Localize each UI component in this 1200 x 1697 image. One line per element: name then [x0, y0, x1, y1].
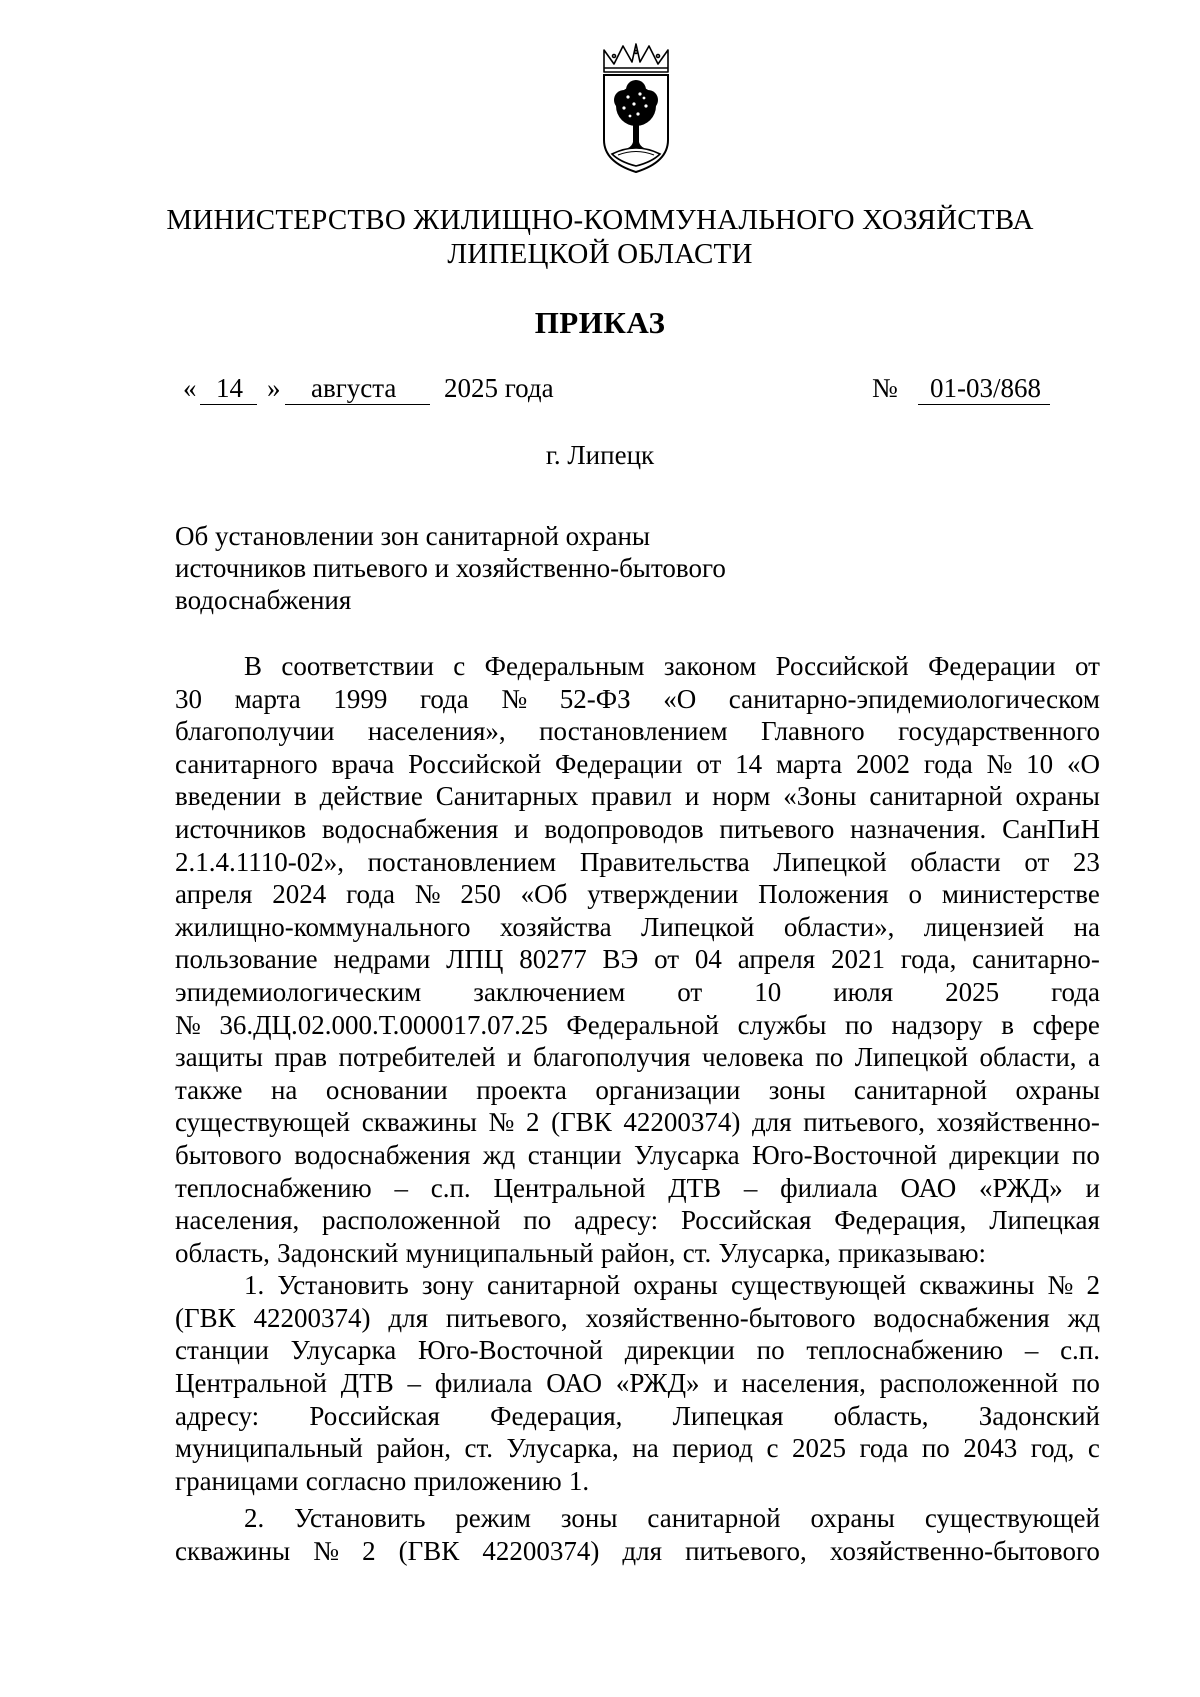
document-body	[175, 650, 1100, 1568]
city: г. Липецк	[545, 440, 655, 470]
body-line: апреля 2024 года № 250 «Об утверждении Положения о министерстве	[175, 879, 1100, 910]
document-number-underline	[918, 404, 1050, 405]
body-paragraph	[175, 650, 1100, 1269]
date-close-quote: »	[267, 373, 281, 403]
body-line: жилищно-коммунального хозяйства Липецкой области», лицензией на	[175, 911, 1100, 942]
date-month: августа	[311, 373, 397, 403]
body-line: скважины № 2 (ГВК 42200374) для питьевого, хозяйственно-бытового	[175, 1536, 1100, 1567]
body-line: 2. Установить режим зоны санитарной охраны существующей	[244, 1503, 1100, 1534]
body-line: введении в действие Санитарных правил и норм «Зоны санитарной охраны	[175, 781, 1100, 812]
body-line: благополучии населения», постановлением Главного государственного	[175, 716, 1100, 747]
subject-title-line: Об установлении зон санитарной охраны	[175, 521, 651, 551]
body-line: источников водоснабжения и водопроводов питьевого назначения. СанПиН	[175, 813, 1100, 844]
body-line: станции Улусарка Юго-Восточной дирекции по теплоснабжению – с.п.	[175, 1335, 1100, 1366]
body-line: бытового водоснабжения жд станции Улусарка Юго-Восточной дирекции по	[175, 1139, 1100, 1170]
ministry-name-line-2: ЛИПЕЦКОЙ ОБЛАСТИ	[447, 238, 753, 270]
body-line: защиты прав потребителей и благополучия человека по Липецкой области, а	[175, 1042, 1100, 1073]
date-day: 14	[216, 373, 243, 403]
number-sign: №	[872, 373, 898, 403]
body-line: 1. Установить зону санитарной охраны существующей скважины № 2	[244, 1270, 1100, 1301]
body-line: (ГВК 42200374) для питьевого, хозяйственно-бытового водоснабжения жд	[175, 1302, 1100, 1333]
subject-title-line: источников питьевого и хозяйственно-бытового	[175, 553, 726, 583]
body-line: В соответствии с Федеральным законом Российской Федерации от	[244, 651, 1100, 681]
body-line: существующей скважины № 2 (ГВК 42200374) для питьевого, хозяйственно-	[175, 1107, 1100, 1138]
body-line: санитарного врача Российской Федерации от 14 марта 2002 года № 10 «О	[175, 748, 1100, 779]
body-paragraph	[175, 1502, 1100, 1567]
body-line: адресу: Российская Федерация, Липецкая область, Задонский	[175, 1400, 1100, 1431]
body-paragraph	[175, 1269, 1100, 1497]
body-line: границами согласно приложению 1.	[175, 1465, 590, 1496]
body-line: Центральной ДТВ – филиала ОАО «РЖД» и населения, расположенной по	[175, 1368, 1100, 1399]
date-open-quote: «	[183, 373, 197, 403]
date-day-underline	[200, 404, 257, 405]
body-line: теплоснабжению – с.п. Центральной ДТВ – филиала ОАО «РЖД» и	[175, 1172, 1100, 1203]
body-line: 30 марта 1999 года № 52-ФЗ «О санитарно-эпидемиологическом	[175, 683, 1100, 714]
ministry-name-line-1: МИНИСТЕРСТВО ЖИЛИЩНО-КОММУНАЛЬНОГО ХОЗЯЙСТВА	[166, 204, 1034, 236]
subject-title-line: водоснабжения	[175, 585, 352, 615]
date-year: 2025 года	[444, 373, 554, 403]
body-line: область, Задонский муниципальный район, ст. Улусарка, приказываю:	[175, 1237, 987, 1268]
body-line: 2.1.4.1110-02», постановлением Правительства Липецкой области от 23	[175, 846, 1100, 877]
body-line: населения, расположенной по адресу: Российская Федерация, Липецкая	[175, 1205, 1100, 1236]
body-line: эпидемиологическим заключением от 10 июля 2025 года	[175, 976, 1100, 1007]
lipetsk-coat-of-arms-icon	[596, 42, 676, 174]
document-number: 01-03/868	[930, 373, 1041, 403]
body-line: муниципальный район, ст. Улусарка, на период с 2025 года по 2043 год, с	[175, 1433, 1100, 1464]
date-month-underline	[285, 404, 430, 405]
body-line: также на основании проекта организации зоны санитарной охраны	[175, 1074, 1100, 1105]
body-line: № 36.ДЦ.02.000.Т.000017.07.25 Федеральной службы по надзору в сфере	[175, 1009, 1100, 1040]
body-line: пользование недрами ЛПЦ 80277 ВЭ от 04 апреля 2021 года, санитарно-	[175, 944, 1100, 975]
document-type: ПРИКАЗ	[534, 305, 666, 340]
